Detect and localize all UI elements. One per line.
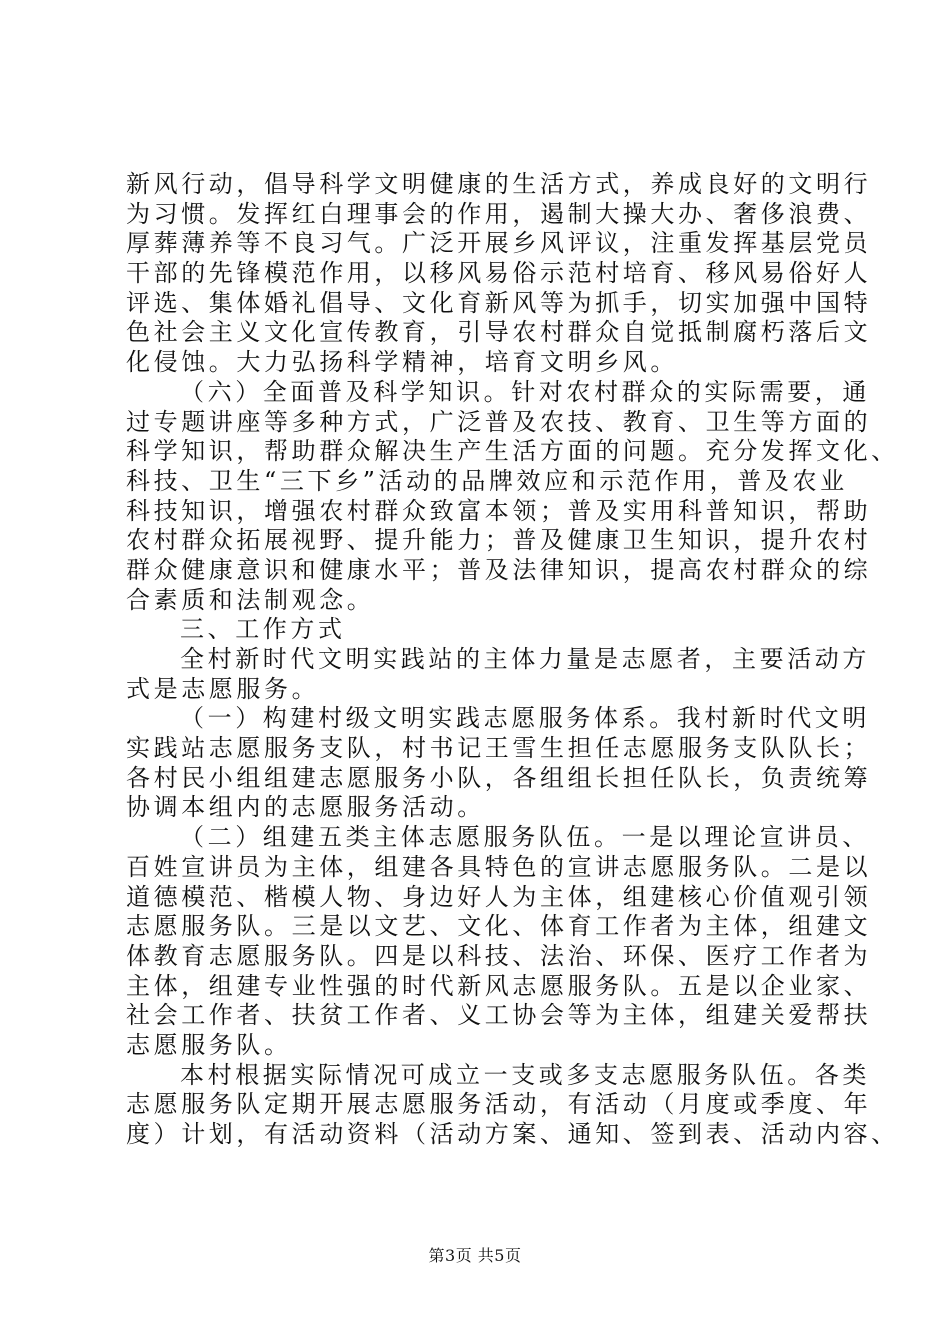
text-line: 本村根据实际情况可成立一支或多支志愿服务队伍。各类 [180,1060,870,1089]
text-line: 农村群众拓展视野、提升能力；普及健康卫生知识，提升农村 [126,526,872,555]
text-line: 过专题讲座等多种方式，广泛普及农技、教育、卫生等方面的 [126,407,872,436]
text-line: 科学知识，帮助群众解决生产生活方面的问题。充分发挥文化、 [126,437,899,466]
text-line: 新风行动，倡导科学文明健康的生活方式，养成良好的文明行 [126,170,872,198]
text-line: 度）计划，有活动资料（活动方案、通知、签到表、活动内容、 [126,1120,899,1148]
text-line: 道德模范、楷模人物、身边好人为主体，组建核心价值观引领 [126,882,872,911]
text-line: （一）构建村级文明实践志愿服务体系。我村新时代文明 [180,704,870,733]
text-line: 科技知识，增强农村群众致富本领；普及实用科普知识，帮助 [126,496,872,525]
text-line: 百姓宣讲员为主体，组建各具特色的宣讲志愿服务队。二是以 [126,852,872,881]
text-line: 厚葬薄养等不良习气。广泛开展乡风评议，注重发挥基层党员 [126,229,872,258]
text-line: （二）组建五类主体志愿服务队伍。一是以理论宣讲员、 [180,823,870,852]
text-line: 全村新时代文明实践站的主体力量是志愿者，主要活动方 [180,645,870,673]
text-line: 志愿服务队定期开展志愿服务活动，有活动（月度或季度、年 [126,1090,872,1119]
text-line: 各村民小组组建志愿服务小队，各组组长担任队长，负责统筹 [126,763,872,792]
text-line: 合素质和法制观念。 [126,585,375,614]
text-line: 实践站志愿服务支队，村书记王雪生担任志愿服务支队队长； [126,734,872,763]
text-line: 评选、集体婚礼倡导、文化育新风等为抓手，切实加强中国特 [126,288,872,317]
page-number-footer: 第3页 共5页 [428,1246,522,1265]
text-line: 体教育志愿服务队。四是以科技、法治、环保、医疗工作者为 [126,941,872,970]
text-line: 科技、卫生“三下乡”活动的品牌效应和示范作用，普及农业 [126,466,848,495]
text-line: 三、工作方式 [180,615,346,644]
text-line: 色社会主义文化宣传教育，引导农村群众自觉抵制腐朽落后文 [126,318,872,347]
text-line: 式是志愿服务。 [126,674,320,703]
text-line: 志愿服务队。 [126,1030,292,1059]
text-line: 群众健康意识和健康水平；普及法律知识，提高农村群众的综 [126,555,872,584]
body-text [126,170,899,1150]
text-line: 社会工作者、扶贫工作者、义工协会等为主体，组建关爱帮扶 [126,1001,872,1030]
text-line: 主体，组建专业性强的时代新风志愿服务队。五是以企业家、 [126,971,872,1000]
text-line: 化侵蚀。大力弘扬科学精神，培育文明乡风。 [126,348,678,377]
text-line: 为习惯。发挥红白理事会的作用，遏制大操大办、奢侈浪费、 [126,199,872,228]
text-line: 志愿服务队。三是以文艺、文化、体育工作者为主体，组建文 [126,912,872,941]
text-line: 协调本组内的志愿服务活动。 [126,793,485,822]
text-line: 干部的先锋模范作用，以移风易俗示范村培育、移风易俗好人 [126,259,872,288]
text-line: （六）全面普及科学知识。针对农村群众的实际需要，通 [180,377,870,406]
